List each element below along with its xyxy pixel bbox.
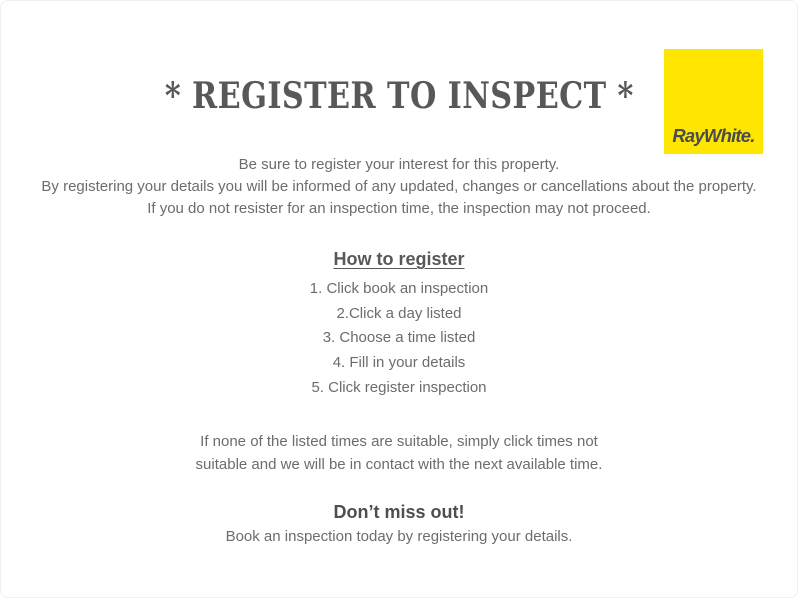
ray-white-logo [664, 49, 763, 154]
step-item: 4. Fill in your details [332, 354, 466, 372]
note-line: If none of the listed times are suitable, simply click times not [200, 432, 598, 450]
times-not-suitable-note [1, 430, 797, 476]
step-item: 2.Click a day listed [336, 304, 462, 322]
step-item: 1. Click book an inspection [309, 280, 489, 297]
note-line: suitable and we will be in contact with the next available time. [195, 455, 603, 473]
book-inspection-text: Book an inspection today by registering your details. [225, 527, 573, 545]
page-title: * REGISTER TO INSPECT * [164, 75, 634, 117]
intro-line: Be sure to register your interest for this property. [238, 156, 560, 173]
ray-white-wordmark: RayWhite. [672, 125, 755, 146]
step-item: 5. Click register inspection [311, 378, 487, 396]
intro-line: If you do not resister for an inspection time, the inspection may not proceed. [147, 200, 651, 217]
how-to-register-heading: How to register [333, 249, 465, 269]
registration-steps-list [1, 277, 797, 401]
dont-miss-out-heading: Don’t miss out! [333, 501, 465, 522]
step-item: 3. Choose a time listed [322, 329, 476, 347]
intro-line: By registering your details you will be informed of any updated, changes or cancellations about the property. [41, 178, 757, 195]
intro-paragraph [1, 154, 797, 220]
